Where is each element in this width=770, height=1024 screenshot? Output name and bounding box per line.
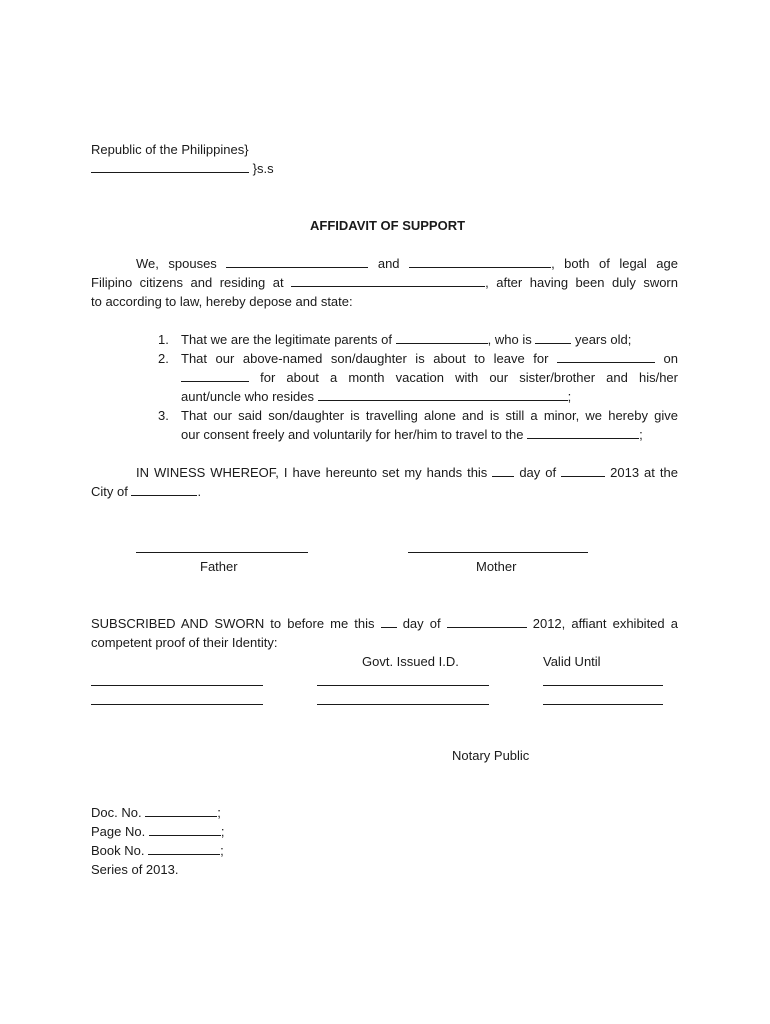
destination-blank[interactable] xyxy=(557,349,655,363)
item-2-line-1: That our above-named son/daughter is about to leave for on xyxy=(181,351,678,366)
subscribed-line-2: competent proof of their Identity: xyxy=(91,635,278,650)
document-title: AFFIDAVIT OF SUPPORT xyxy=(310,218,466,233)
intro-line-1: We, spouses and , both of legal age xyxy=(136,256,678,271)
valid-until-header: Valid Until xyxy=(543,654,601,669)
intro-line-2: Filipino citizens and residing at , after having been duly sworn xyxy=(91,275,678,290)
departure-date-blank[interactable] xyxy=(181,368,249,382)
residence-blank[interactable] xyxy=(291,273,485,287)
child-name-blank[interactable] xyxy=(396,330,488,344)
intro-line-3: to according to law, hereby depose and state: xyxy=(91,294,353,309)
govt-id-header: Govt. Issued I.D. xyxy=(362,654,459,669)
subscribed-line-1: SUBSCRIBED AND SWORN to before me this day of 2012, affiant exhibited a xyxy=(91,616,678,631)
republic-line: Republic of the Philippines} xyxy=(91,142,249,157)
page-no-line: Page No. ; xyxy=(91,824,225,839)
notary-public-label: Notary Public xyxy=(452,748,530,763)
item-2-line-2: for about a month vacation with our sister/brother and his/her xyxy=(181,368,678,387)
witness-line-1: IN WINESS WHEREOF, I have hereunto set my hands this day of 2013 at the xyxy=(136,465,678,480)
doc-no-line: Doc. No. ; xyxy=(91,805,221,820)
relative-address-blank[interactable] xyxy=(318,387,568,401)
item-number: 1. xyxy=(158,332,169,347)
valid-until-line[interactable] xyxy=(543,704,663,705)
mother-signature-line[interactable] xyxy=(408,552,588,553)
subscribed-day-blank[interactable] xyxy=(381,614,397,628)
govt-id-line[interactable] xyxy=(317,704,489,705)
doc-no-blank[interactable] xyxy=(145,803,217,817)
witness-day-blank[interactable] xyxy=(492,463,514,477)
venue-blank[interactable] xyxy=(91,159,249,173)
item-3-line-1: That our said son/daughter is travelling alone and is still a minor, we hereby give xyxy=(181,408,678,423)
witness-line-2: City of . xyxy=(91,484,202,499)
mother-label: Mother xyxy=(476,559,517,574)
father-label: Father xyxy=(200,559,238,574)
affiant-name-line[interactable] xyxy=(91,685,263,686)
series-line: Series of 2013. xyxy=(91,862,179,877)
book-no-line: Book No. ; xyxy=(91,843,224,858)
father-signature-line[interactable] xyxy=(136,552,308,553)
venue-line: }s.s xyxy=(91,159,274,178)
item-2-line-3: aunt/uncle who resides ; xyxy=(181,389,572,404)
subscribed-month-blank[interactable] xyxy=(447,614,527,628)
witness-city-blank[interactable] xyxy=(131,482,197,496)
item-number: 2. xyxy=(158,351,169,366)
govt-id-line[interactable] xyxy=(317,685,489,686)
travel-destination-blank[interactable] xyxy=(527,425,639,439)
spouse-2-blank[interactable] xyxy=(409,254,551,268)
page-no-blank[interactable] xyxy=(149,822,221,836)
child-age-blank[interactable] xyxy=(535,330,571,344)
affiant-name-line[interactable] xyxy=(91,704,263,705)
book-no-blank[interactable] xyxy=(148,841,220,855)
item-1-line-1: That we are the legitimate parents of , who is years old; xyxy=(181,332,632,347)
witness-month-blank[interactable] xyxy=(561,463,605,477)
spouse-1-blank[interactable] xyxy=(226,254,368,268)
valid-until-line[interactable] xyxy=(543,685,663,686)
item-3-line-2: our consent freely and voluntarily for her/him to travel to the ; xyxy=(181,427,643,442)
item-number: 3. xyxy=(158,408,169,423)
